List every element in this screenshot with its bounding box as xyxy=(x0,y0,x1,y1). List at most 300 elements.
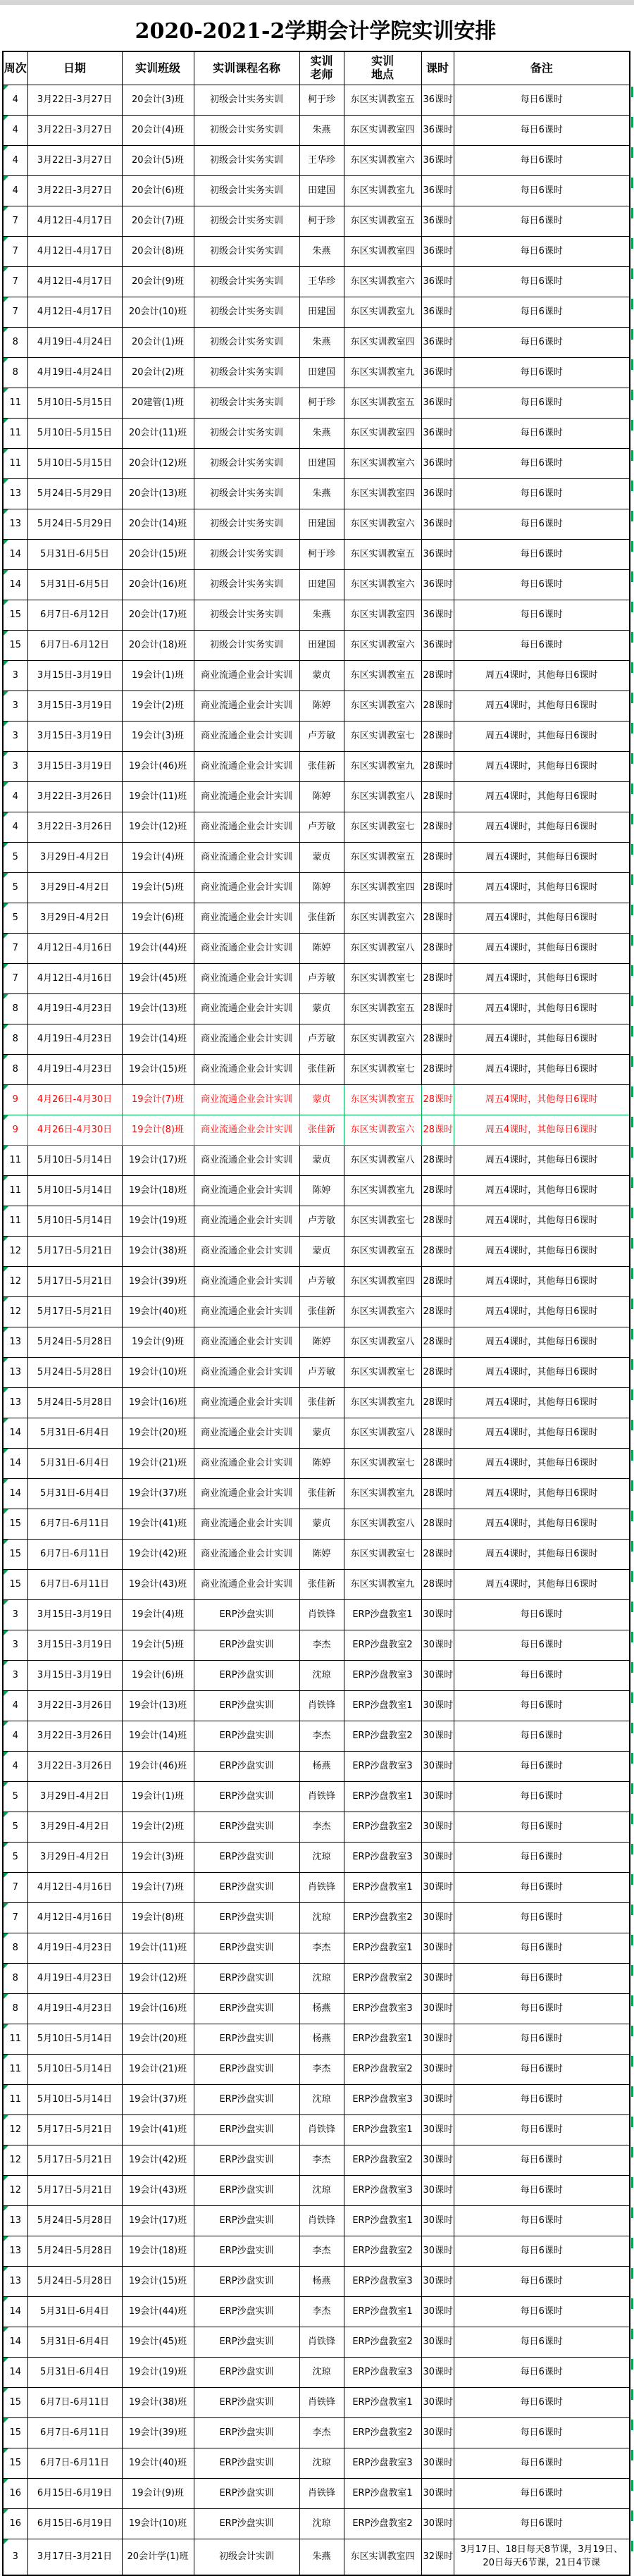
header-row xyxy=(3,51,630,85)
cell-class: 19会计(8)班 xyxy=(122,1115,194,1146)
cell-teacher: 朱燕 xyxy=(299,479,344,509)
cell-class: 19会计(37)班 xyxy=(122,2085,194,2115)
cell-location: ERP沙盘教室2 xyxy=(344,1721,421,1752)
cell-date: 5月31日-6月4日 xyxy=(27,2358,122,2388)
cell-date: 4月12日-4月16日 xyxy=(27,1903,122,1933)
cell-class: 19会计(19)班 xyxy=(122,2358,194,2388)
cell-week: 12 xyxy=(3,2115,27,2145)
cell-location: 东区实训教室八 xyxy=(344,1327,421,1358)
table-row xyxy=(3,388,630,419)
cell-class: 19会计(3)班 xyxy=(122,722,194,752)
cell-remark: 每日6课时 xyxy=(454,1752,630,1782)
cell-location: 东区实训教室六 xyxy=(344,267,421,297)
cell-teacher: 陈婷 xyxy=(299,1540,344,1570)
cell-class: 19会计(9)班 xyxy=(122,1327,194,1358)
cell-date: 5月10日-5月14日 xyxy=(27,2085,122,2115)
table-row xyxy=(3,782,630,812)
cell-week: 12 xyxy=(3,1237,27,1267)
cell-course: 商业流通企业会计实训 xyxy=(194,934,299,964)
cell-hours: 28课时 xyxy=(421,752,454,782)
cell-week: 5 xyxy=(3,843,27,873)
cell-week: 13 xyxy=(3,2267,27,2297)
cell-date: 5月10日-5月14日 xyxy=(27,1206,122,1237)
cell-location: ERP沙盘教室3 xyxy=(344,2085,421,2115)
table-row xyxy=(3,994,630,1024)
table-row xyxy=(3,1115,630,1146)
cell-class: 20会计(13)班 xyxy=(122,479,194,509)
cell-remark: 每日6课时 xyxy=(454,1691,630,1721)
cell-date: 3月17日-3月21日 xyxy=(27,2539,122,2576)
cell-remark: 每日6课时 xyxy=(454,237,630,267)
cell-week: 4 xyxy=(3,812,27,843)
cell-course: 商业流通企业会计实训 xyxy=(194,964,299,994)
cell-remark: 每日6课时 xyxy=(454,2509,630,2539)
cell-class: 19会计(6)班 xyxy=(122,1661,194,1691)
cell-course: 商业流通企业会计实训 xyxy=(194,1024,299,1055)
cell-location: ERP沙盘教室2 xyxy=(344,2327,421,2358)
cell-date: 5月31日-6月5日 xyxy=(27,540,122,570)
table-row xyxy=(3,2509,630,2539)
cell-class: 20会计学(1)班 xyxy=(122,2539,194,2576)
cell-course: 商业流通企业会计实训 xyxy=(194,782,299,812)
cell-course: 商业流通企业会计实训 xyxy=(194,1449,299,1479)
cell-hours: 28课时 xyxy=(421,1115,454,1146)
cell-course: 初级会计实务实训 xyxy=(194,297,299,328)
header-date: 日期 xyxy=(27,51,122,85)
cell-hours: 28课时 xyxy=(421,1540,454,1570)
cell-teacher: 蒙贞 xyxy=(299,994,344,1024)
cell-class: 19会计(20)班 xyxy=(122,2024,194,2055)
cell-teacher: 张佳新 xyxy=(299,1570,344,1600)
cell-remark: 每日6课时 xyxy=(454,358,630,388)
cell-location: 东区实训教室四 xyxy=(344,419,421,449)
cell-class: 19会计(42)班 xyxy=(122,1540,194,1570)
cell-teacher: 李杰 xyxy=(299,2055,344,2085)
cell-teacher: 沈琼 xyxy=(299,2509,344,2539)
cell-teacher: 卢芳敏 xyxy=(299,1358,344,1388)
cell-teacher: 肖铁锋 xyxy=(299,2115,344,2145)
table-row xyxy=(3,297,630,328)
cell-date: 5月10日-5月14日 xyxy=(27,1176,122,1206)
cell-hours: 30课时 xyxy=(421,2327,454,2358)
table-row xyxy=(3,2448,630,2479)
cell-location: 东区实训教室四 xyxy=(344,600,421,631)
cell-teacher: 张佳新 xyxy=(299,1115,344,1146)
cell-week: 7 xyxy=(3,206,27,237)
cell-class: 19会计(38)班 xyxy=(122,2388,194,2418)
cell-course: ERP沙盘实训 xyxy=(194,2236,299,2267)
table-row xyxy=(3,1843,630,1873)
cell-hours: 30课时 xyxy=(421,2024,454,2055)
cell-course: ERP沙盘实训 xyxy=(194,1661,299,1691)
cell-class: 20会计(14)班 xyxy=(122,509,194,540)
cell-week: 3 xyxy=(3,691,27,722)
cell-date: 5月31日-6月4日 xyxy=(27,1479,122,1509)
cell-remark: 周五4课时，其他每日6课时 xyxy=(454,782,630,812)
cell-teacher: 沈琼 xyxy=(299,1903,344,1933)
table-row xyxy=(3,1691,630,1721)
cell-hours: 36课时 xyxy=(421,449,454,479)
cell-hours: 28课时 xyxy=(421,873,454,903)
cell-location: ERP沙盘教室1 xyxy=(344,2388,421,2418)
cell-course: ERP沙盘实训 xyxy=(194,2509,299,2539)
cell-remark: 周五4课时，其他每日6课时 xyxy=(454,1449,630,1479)
cell-course: ERP沙盘实训 xyxy=(194,1843,299,1873)
cell-course: ERP沙盘实训 xyxy=(194,2267,299,2297)
cell-course: 商业流通企业会计实训 xyxy=(194,1540,299,1570)
cell-course: ERP沙盘实训 xyxy=(194,2479,299,2509)
cell-date: 4月12日-4月17日 xyxy=(27,206,122,237)
cell-week: 4 xyxy=(3,176,27,206)
cell-course: 初级会计实务实训 xyxy=(194,419,299,449)
cell-remark: 每日6课时 xyxy=(454,2024,630,2055)
cell-teacher: 柯于珍 xyxy=(299,388,344,419)
header-class: 实训班级 xyxy=(122,51,194,85)
table-row xyxy=(3,2418,630,2448)
header-remark: 备注 xyxy=(454,51,630,85)
cell-hours: 30课时 xyxy=(421,2085,454,2115)
cell-hours: 30课时 xyxy=(421,1782,454,1812)
cell-remark: 每日6课时 xyxy=(454,2206,630,2236)
cell-hours: 28课时 xyxy=(421,1176,454,1206)
cell-location: 东区实训教室六 xyxy=(344,691,421,722)
cell-course: 初级会计实务实训 xyxy=(194,509,299,540)
cell-date: 4月19日-4月23日 xyxy=(27,1994,122,2024)
cell-hours: 30课时 xyxy=(421,1903,454,1933)
cell-teacher: 沈琼 xyxy=(299,1843,344,1873)
cell-teacher: 陈婷 xyxy=(299,782,344,812)
cell-hours: 36课时 xyxy=(421,176,454,206)
cell-remark: 周五4课时，其他每日6课时 xyxy=(454,934,630,964)
cell-date: 3月29日-4月2日 xyxy=(27,843,122,873)
cell-teacher: 蒙贞 xyxy=(299,1146,344,1176)
cell-hours: 30课时 xyxy=(421,1691,454,1721)
cell-location: ERP沙盘教室3 xyxy=(344,1994,421,2024)
cell-course: 商业流通企业会计实训 xyxy=(194,812,299,843)
cell-location: ERP沙盘教室2 xyxy=(344,1812,421,1843)
cell-teacher: 卢芳敏 xyxy=(299,964,344,994)
cell-hours: 36课时 xyxy=(421,388,454,419)
table-row xyxy=(3,328,630,358)
cell-hours: 32课时 xyxy=(421,2539,454,2576)
cell-course: 商业流通企业会计实训 xyxy=(194,691,299,722)
cell-teacher: 沈琼 xyxy=(299,2176,344,2206)
cell-teacher: 田建国 xyxy=(299,176,344,206)
cell-location: 东区实训教室八 xyxy=(344,1146,421,1176)
cell-class: 19会计(17)班 xyxy=(122,2206,194,2236)
cell-course: 商业流通企业会计实训 xyxy=(194,1115,299,1146)
cell-class: 19会计(15)班 xyxy=(122,2267,194,2297)
cell-location: 东区实训教室八 xyxy=(344,782,421,812)
cell-location: 东区实训教室八 xyxy=(344,1418,421,1449)
cell-hours: 28课时 xyxy=(421,812,454,843)
cell-class: 19会计(39)班 xyxy=(122,1267,194,1297)
cell-date: 6月15日-6月19日 xyxy=(27,2509,122,2539)
cell-date: 3月15日-3月19日 xyxy=(27,722,122,752)
cell-hours: 30课时 xyxy=(421,1843,454,1873)
cell-date: 5月17日-5月21日 xyxy=(27,2145,122,2176)
cell-course: 商业流通企业会计实训 xyxy=(194,873,299,903)
cell-location: 东区实训教室六 xyxy=(344,146,421,176)
table-row xyxy=(3,2327,630,2358)
header-teacher: 实训老师 xyxy=(299,51,344,85)
table-row xyxy=(3,1903,630,1933)
cell-teacher: 李杰 xyxy=(299,2145,344,2176)
cell-hours: 30课时 xyxy=(421,2206,454,2236)
cell-date: 3月22日-3月27日 xyxy=(27,116,122,146)
cell-teacher: 田建国 xyxy=(299,570,344,600)
cell-date: 3月15日-3月19日 xyxy=(27,1630,122,1661)
cell-teacher: 陈婷 xyxy=(299,934,344,964)
cell-class: 19会计(9)班 xyxy=(122,2479,194,2509)
cell-class: 19会计(13)班 xyxy=(122,994,194,1024)
cell-week: 3 xyxy=(3,1661,27,1691)
table-row xyxy=(3,631,630,661)
cell-week: 11 xyxy=(3,1176,27,1206)
cell-hours: 30课时 xyxy=(421,2388,454,2418)
table-row xyxy=(3,1721,630,1752)
cell-class: 19会计(43)班 xyxy=(122,1570,194,1600)
cell-location: ERP沙盘教室1 xyxy=(344,1873,421,1903)
cell-date: 3月22日-3月27日 xyxy=(27,146,122,176)
cell-class: 19会计(8)班 xyxy=(122,1903,194,1933)
table-row xyxy=(3,1055,630,1085)
cell-class: 19会计(39)班 xyxy=(122,2418,194,2448)
cell-class: 19会计(14)班 xyxy=(122,1721,194,1752)
cell-remark: 每日6课时 xyxy=(454,1873,630,1903)
cell-class: 19会计(19)班 xyxy=(122,1206,194,1237)
cell-location: ERP沙盘教室1 xyxy=(344,2115,421,2145)
cell-course: 商业流通企业会计实训 xyxy=(194,661,299,691)
table-row xyxy=(3,1176,630,1206)
cell-hours: 28课时 xyxy=(421,782,454,812)
cell-date: 4月19日-4月23日 xyxy=(27,1055,122,1085)
cell-week: 3 xyxy=(3,1600,27,1630)
cell-hours: 28课时 xyxy=(421,1237,454,1267)
table-row xyxy=(3,2479,630,2509)
cell-date: 5月17日-5月21日 xyxy=(27,2115,122,2145)
cell-teacher: 杨燕 xyxy=(299,2267,344,2297)
cell-location: ERP沙盘教室2 xyxy=(344,1903,421,1933)
table-row xyxy=(3,1812,630,1843)
cell-course: ERP沙盘实训 xyxy=(194,2085,299,2115)
cell-class: 20会计(6)班 xyxy=(122,176,194,206)
cell-week: 8 xyxy=(3,1024,27,1055)
cell-course: ERP沙盘实训 xyxy=(194,1994,299,2024)
cell-class: 19会计(41)班 xyxy=(122,1509,194,1540)
cell-location: ERP沙盘教室1 xyxy=(344,1600,421,1630)
table-row xyxy=(3,873,630,903)
table-row xyxy=(3,85,630,116)
table-row xyxy=(3,2024,630,2055)
cell-class: 19会计(21)班 xyxy=(122,2055,194,2085)
cell-week: 15 xyxy=(3,631,27,661)
cell-week: 7 xyxy=(3,964,27,994)
cell-week: 11 xyxy=(3,449,27,479)
cell-course: 商业流通企业会计实训 xyxy=(194,752,299,782)
table-row xyxy=(3,358,630,388)
cell-week: 5 xyxy=(3,1812,27,1843)
table-row xyxy=(3,1933,630,1964)
table-row xyxy=(3,146,630,176)
table-row xyxy=(3,1782,630,1812)
cell-remark: 周五4课时，其他每日6课时 xyxy=(454,903,630,934)
cell-remark: 周五4课时，其他每日6课时 xyxy=(454,1479,630,1509)
cell-remark: 周五4课时，其他每日6课时 xyxy=(454,964,630,994)
table-row xyxy=(3,2236,630,2267)
cell-course: ERP沙盘实训 xyxy=(194,2327,299,2358)
cell-hours: 30课时 xyxy=(421,2509,454,2539)
cell-week: 4 xyxy=(3,1691,27,1721)
cell-location: 东区实训教室四 xyxy=(344,479,421,509)
cell-course: 商业流通企业会计实训 xyxy=(194,1479,299,1509)
cell-date: 4月19日-4月24日 xyxy=(27,358,122,388)
table-row xyxy=(3,419,630,449)
cell-remark: 每日6课时 xyxy=(454,2267,630,2297)
cell-class: 20会计(18)班 xyxy=(122,631,194,661)
cell-hours: 28课时 xyxy=(421,1388,454,1418)
table-row xyxy=(3,600,630,631)
cell-date: 3月22日-3月26日 xyxy=(27,1721,122,1752)
cell-date: 5月10日-5月15日 xyxy=(27,388,122,419)
cell-remark: 每日6课时 xyxy=(454,1600,630,1630)
cell-date: 5月24日-5月28日 xyxy=(27,1327,122,1358)
cell-date: 3月15日-3月19日 xyxy=(27,661,122,691)
cell-class: 19会计(20)班 xyxy=(122,1418,194,1449)
cell-course: 初级会计实务实训 xyxy=(194,237,299,267)
cell-location: ERP沙盘教室3 xyxy=(344,1661,421,1691)
cell-date: 4月19日-4月23日 xyxy=(27,1024,122,1055)
table-row xyxy=(3,1509,630,1540)
cell-remark: 每日6课时 xyxy=(454,85,630,116)
table-row xyxy=(3,1146,630,1176)
cell-week: 15 xyxy=(3,2418,27,2448)
cell-location: ERP沙盘教室3 xyxy=(344,2267,421,2297)
cell-location: ERP沙盘教室2 xyxy=(344,1630,421,1661)
cell-course: 商业流通企业会计实训 xyxy=(194,1055,299,1085)
cell-remark: 每日6课时 xyxy=(454,388,630,419)
cell-remark: 周五4课时，其他每日6课时 xyxy=(454,994,630,1024)
cell-hours: 36课时 xyxy=(421,237,454,267)
cell-teacher: 柯于珍 xyxy=(299,85,344,116)
cell-week: 12 xyxy=(3,2176,27,2206)
cell-hours: 36课时 xyxy=(421,540,454,570)
cell-class: 19会计(45)班 xyxy=(122,2327,194,2358)
table-row xyxy=(3,1327,630,1358)
cell-hours: 36课时 xyxy=(421,116,454,146)
cell-hours: 30课时 xyxy=(421,2267,454,2297)
cell-class: 19会计(7)班 xyxy=(122,1085,194,1115)
cell-class: 19会计(11)班 xyxy=(122,1933,194,1964)
cell-location: 东区实训教室七 xyxy=(344,812,421,843)
cell-class: 19会计(43)班 xyxy=(122,2176,194,2206)
cell-week: 3 xyxy=(3,722,27,752)
cell-teacher: 田建国 xyxy=(299,358,344,388)
cell-location: 东区实训教室五 xyxy=(344,388,421,419)
cell-class: 19会计(41)班 xyxy=(122,2115,194,2145)
table-row xyxy=(3,1661,630,1691)
cell-class: 20会计(3)班 xyxy=(122,85,194,116)
cell-teacher: 卢芳敏 xyxy=(299,722,344,752)
table-row xyxy=(3,843,630,873)
cell-course: ERP沙盘实训 xyxy=(194,1782,299,1812)
cell-teacher: 沈琼 xyxy=(299,2085,344,2115)
cell-date: 5月24日-5月28日 xyxy=(27,2236,122,2267)
cell-hours: 36课时 xyxy=(421,570,454,600)
cell-remark: 每日6课时 xyxy=(454,2388,630,2418)
cell-class: 20会计(7)班 xyxy=(122,206,194,237)
cell-class: 20会计(12)班 xyxy=(122,449,194,479)
cell-hours: 28课时 xyxy=(421,1449,454,1479)
cell-course: 初级会计实务实训 xyxy=(194,600,299,631)
cell-location: 东区实训教室九 xyxy=(344,358,421,388)
cell-class: 19会计(6)班 xyxy=(122,903,194,934)
table-row xyxy=(3,2388,630,2418)
cell-date: 5月10日-5月14日 xyxy=(27,2055,122,2085)
cell-teacher: 朱燕 xyxy=(299,116,344,146)
table-header xyxy=(3,51,630,85)
cell-remark: 每日6课时 xyxy=(454,328,630,358)
page-title: 2020-2021-2学期会计学院实训安排 xyxy=(135,19,497,44)
cell-date: 4月19日-4月23日 xyxy=(27,1964,122,1994)
cell-teacher: 杨燕 xyxy=(299,1752,344,1782)
cell-location: 东区实训教室五 xyxy=(344,843,421,873)
cell-week: 4 xyxy=(3,116,27,146)
cell-teacher: 张佳新 xyxy=(299,1479,344,1509)
table-row xyxy=(3,722,630,752)
cell-course: 商业流通企业会计实训 xyxy=(194,1570,299,1600)
cell-hours: 30课时 xyxy=(421,1752,454,1782)
cell-remark: 周五4课时，其他每日6课时 xyxy=(454,1237,630,1267)
cell-hours: 30课时 xyxy=(421,2115,454,2145)
cell-teacher: 田建国 xyxy=(299,509,344,540)
cell-class: 19会计(12)班 xyxy=(122,812,194,843)
cell-remark: 每日6课时 xyxy=(454,1994,630,2024)
cell-teacher: 李杰 xyxy=(299,1812,344,1843)
cell-week: 3 xyxy=(3,2539,27,2576)
cell-location: ERP沙盘教室2 xyxy=(344,2055,421,2085)
cell-teacher: 沈琼 xyxy=(299,1964,344,1994)
cell-class: 19会计(16)班 xyxy=(122,1388,194,1418)
cell-remark: 每日6课时 xyxy=(454,2055,630,2085)
cell-remark: 每日6课时 xyxy=(454,1630,630,1661)
cell-location: 东区实训教室五 xyxy=(344,994,421,1024)
cell-class: 20会计(8)班 xyxy=(122,237,194,267)
cell-hours: 30课时 xyxy=(421,2236,454,2267)
cell-date: 3月15日-3月19日 xyxy=(27,1661,122,1691)
cell-course: ERP沙盘实训 xyxy=(194,1964,299,1994)
cell-date: 4月12日-4月16日 xyxy=(27,1873,122,1903)
cell-week: 13 xyxy=(3,1327,27,1358)
cell-course: 商业流通企业会计实训 xyxy=(194,843,299,873)
cell-date: 6月15日-6月19日 xyxy=(27,2479,122,2509)
cell-hours: 28课时 xyxy=(421,1327,454,1358)
table-row xyxy=(3,267,630,297)
cell-date: 4月12日-4月17日 xyxy=(27,267,122,297)
cell-hours: 36课时 xyxy=(421,479,454,509)
cell-week: 14 xyxy=(3,1418,27,1449)
cell-week: 3 xyxy=(3,661,27,691)
cell-remark: 每日6课时 xyxy=(454,1903,630,1933)
cell-week: 12 xyxy=(3,1267,27,1297)
cell-hours: 36课时 xyxy=(421,267,454,297)
cell-class: 19会计(10)班 xyxy=(122,2509,194,2539)
cell-location: 东区实训教室九 xyxy=(344,1176,421,1206)
cell-teacher: 肖铁锋 xyxy=(299,1691,344,1721)
cell-class: 19会计(3)班 xyxy=(122,1843,194,1873)
cell-teacher: 柯于珍 xyxy=(299,540,344,570)
cell-teacher: 杨燕 xyxy=(299,2024,344,2055)
